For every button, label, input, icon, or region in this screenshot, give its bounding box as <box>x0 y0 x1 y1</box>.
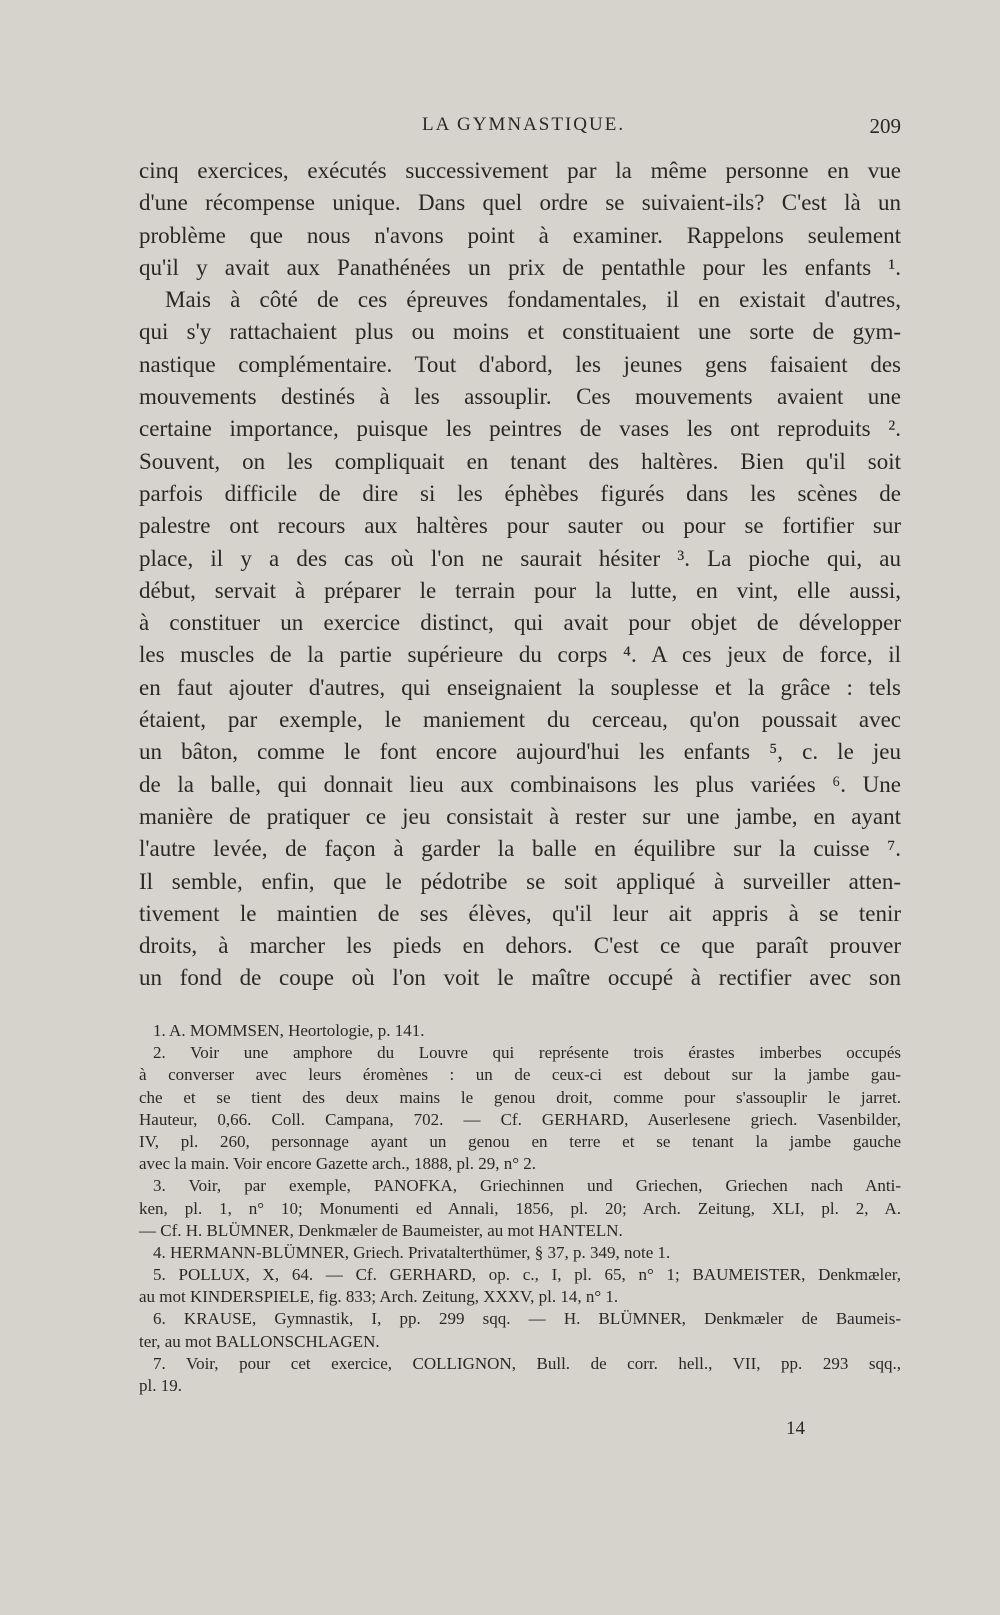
footnote-line: 1. A. MOMMSEN, Heortologie, p. 141. <box>153 1021 425 1040</box>
text-line: Il semble, enfin, que le pédotribe se soit appliqué à surveiller atten- <box>139 868 901 894</box>
text-line: les muscles de la partie supérieure du corps ⁴. A ces jeux de force, il <box>139 642 901 668</box>
text-line: début, servait à préparer le terrain pour la lutte, en vint, elle aussi, <box>139 577 901 603</box>
footnote-line: ter, au mot BALLONSCHLAGEN. <box>139 1331 380 1351</box>
footnote-line: ken, pl. 1, n° 10; Monumenti ed Annali, 1856, pl. 20; Arch. Zeitung, XLI, pl. 2, A. <box>139 1198 901 1218</box>
page-number: 209 <box>869 114 901 138</box>
text-line: place, il y a des cas où l'on ne saurait hésiter ³. La pioche qui, au <box>139 545 901 571</box>
text-line: de la balle, qui donnait lieu aux combinaisons les plus variées ⁶. Une <box>139 771 901 797</box>
main-text <box>139 155 901 995</box>
footnote-line: Hauteur, 0,66. Coll. Campana, 702. — Cf. GERHARD, Auserlesene griech. Vasenbilder, <box>139 1109 901 1129</box>
text-line: palestre ont recours aux haltères pour sauter ou pour se fortifier sur <box>139 513 901 539</box>
footnote-line: — Cf. H. BLÜMNER, Denkmæler de Baumeister, au mot HANTELN. <box>139 1220 623 1240</box>
footnote-line: à converser avec leurs éromènes : un de ceux-ci est debout sur la jambe gau- <box>139 1065 901 1085</box>
footnote-line: 4. HERMANN-BLÜMNER, Griech. Privatalterthümer, § 37, p. 349, note 1. <box>153 1242 671 1262</box>
footnote-line: 5. POLLUX, X, 64. — Cf. GERHARD, op. c., I, pl. 65, n° 1; BAUMEISTER, Denkmæler, <box>153 1265 901 1285</box>
text-line: Souvent, on les compliquait en tenant des haltères. Bien qu'il soit <box>139 448 901 474</box>
text-line: nastique complémentaire. Tout d'abord, les jeunes gens faisaient des <box>139 351 901 377</box>
text-line: qui s'y rattachaient plus ou moins et constituaient une sorte de gym- <box>139 319 901 345</box>
text-line: un bâton, comme le font encore aujourd'hui les enfants ⁵, c. le jeu <box>139 739 901 765</box>
text-line: cinq exercices, exécutés successivement par la même personne en vue <box>139 158 901 183</box>
text-line: l'autre levée, de façon à garder la balle en équilibre sur la cuisse ⁷. <box>139 836 901 862</box>
page-header <box>139 114 901 144</box>
signature-mark: 14 <box>786 1418 805 1439</box>
footnote-line: 7. Voir, pour cet exercice, COLLIGNON, Bull. de corr. hell., VII, pp. 293 sqq., <box>153 1353 901 1373</box>
text-line: qu'il y avait aux Panathénées un prix de pentathle pour les enfants ¹. <box>139 254 901 280</box>
footnote-line: 2. Voir une amphore du Louvre qui représente trois érastes imberbes occupés <box>153 1043 901 1063</box>
text-line: tivement le maintien de ses élèves, qu'il leur ait appris à se tenir <box>139 900 901 926</box>
footnote-line: pl. 19. <box>139 1376 182 1395</box>
text-line: en faut ajouter d'autres, qui enseignaient la souplesse et la grâce : tels <box>139 674 901 700</box>
footnote-line: IV, pl. 260, personnage ayant un genou en terre et se tenant la jambe gauche <box>139 1131 901 1151</box>
text-line: manière de pratiquer ce jeu consistait à rester sur une jambe, en ayant <box>139 803 901 829</box>
text-line: d'une récompense unique. Dans quel ordre se suivaient-ils? C'est là un <box>139 190 901 216</box>
footnote-line: avec la main. Voir encore Gazette arch., 1888, pl. 29, n° 2. <box>139 1154 537 1174</box>
text-line: parfois difficile de dire si les éphèbes figurés dans les scènes de <box>139 480 901 506</box>
footnotes <box>139 1020 901 1397</box>
text-line: Mais à côté de ces épreuves fondamentales, il en existait d'autres, <box>165 287 901 313</box>
running-title: LA GYMNASTIQUE. <box>422 114 626 135</box>
text-line: étaient, par exemple, le maniement du cerceau, qu'on poussait avec <box>139 707 901 733</box>
text-line: problème que nous n'avons point à examiner. Rappelons seulement <box>139 222 901 248</box>
text-line: droits, à marcher les pieds en dehors. C'est ce que paraît prouver <box>139 933 901 959</box>
footnote-line: 3. Voir, par exemple, PANOFKA, Griechinnen und Griechen, Griechen nach Anti- <box>153 1176 901 1196</box>
text-line: un fond de coupe où l'on voit le maître occupé à rectifier avec son <box>139 965 901 991</box>
text-line: à constituer un exercice distinct, qui avait pour objet de développer <box>139 610 901 636</box>
footnote-line: 6. KRAUSE, Gymnastik, I, pp. 299 sqq. — H. BLÜMNER, Denkmæler de Baumeis- <box>153 1309 901 1329</box>
text-line: mouvements destinés à les assouplir. Ces mouvements avaient une <box>139 384 901 410</box>
footnote-line: au mot KINDERSPIELE, fig. 833; Arch. Zeitung, XXXV, pl. 14, n° 1. <box>139 1287 619 1307</box>
footnote-line: che et se tient des deux mains le genou droit, comme pour s'assouplir le jarret. <box>139 1087 901 1107</box>
text-line: certaine importance, puisque les peintres de vases les ont reproduits ². <box>139 416 901 442</box>
